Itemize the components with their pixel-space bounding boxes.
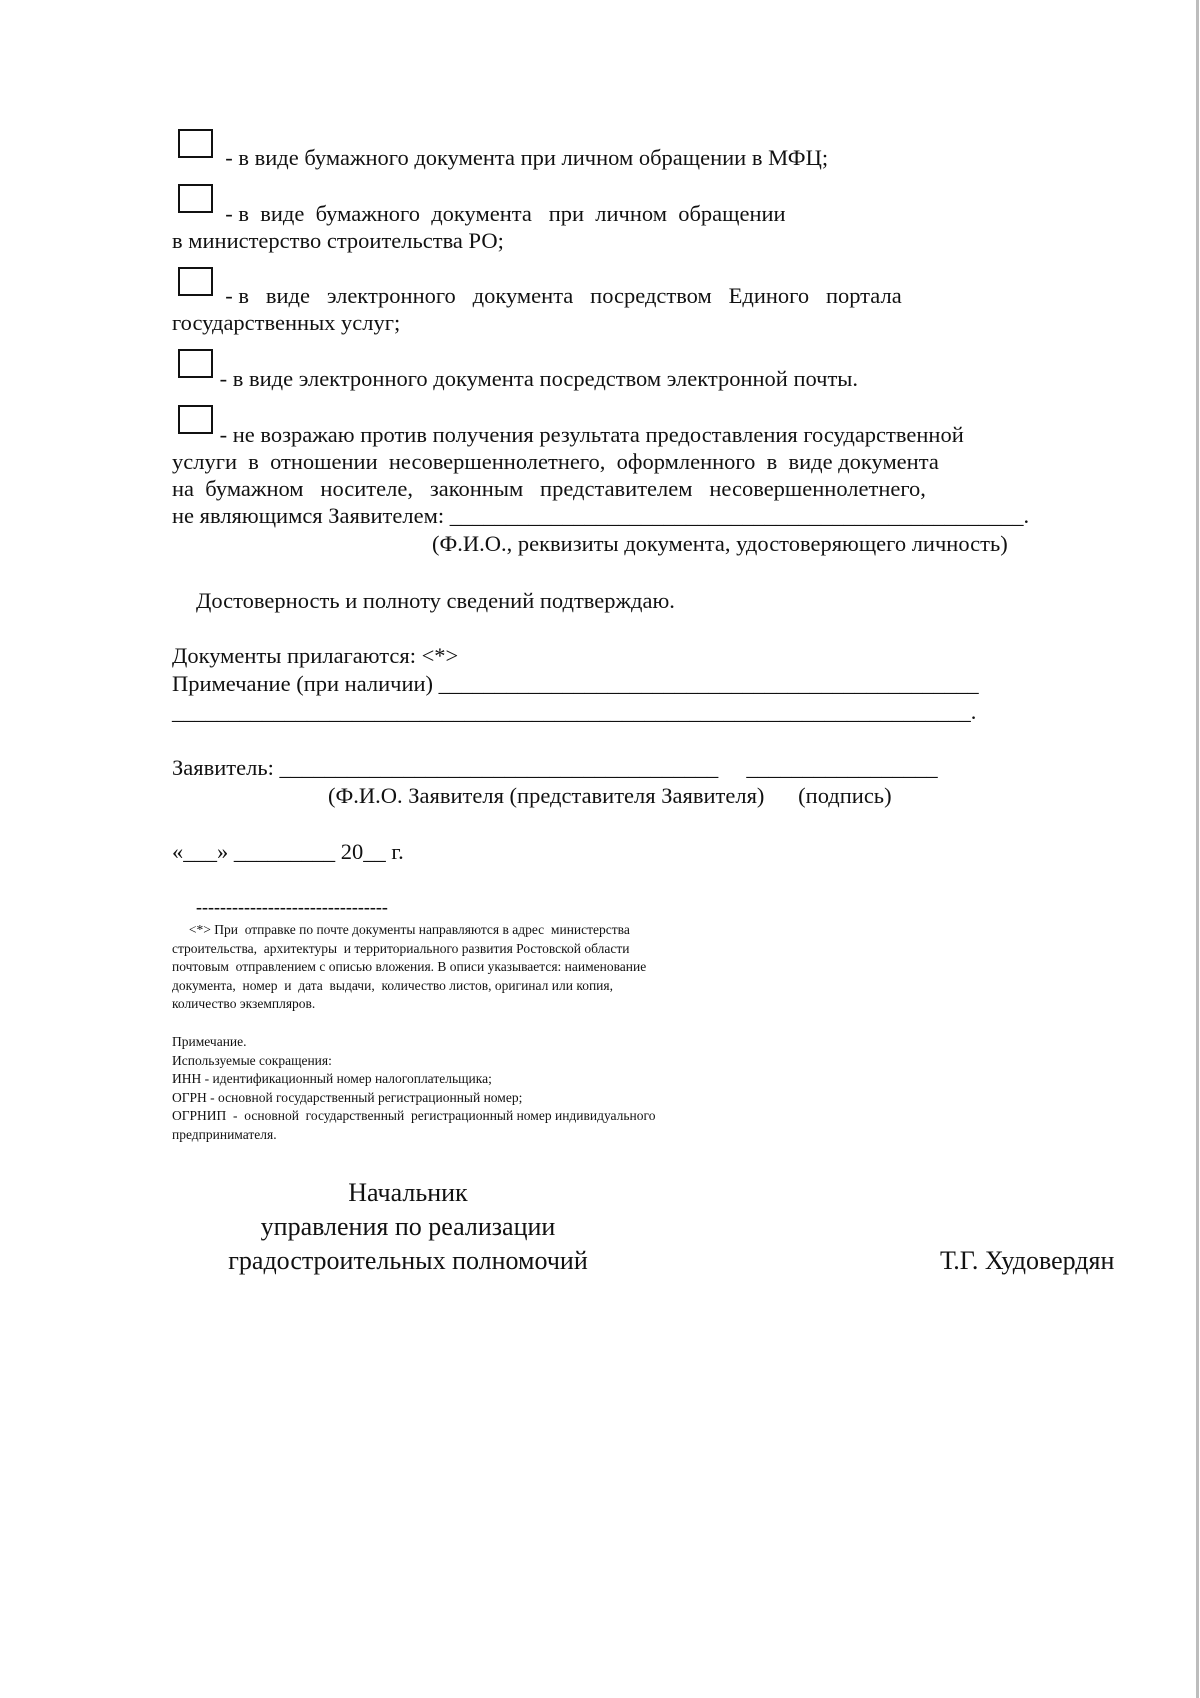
date-line[interactable]: «___» _________ 20__ г. — [172, 839, 404, 864]
option-text: услуги в отношении несовершеннолетнего, оформленного в виде документа — [172, 449, 939, 474]
footnote-line: количество экземпляров. — [172, 996, 316, 1011]
abbreviation-line: Используемые сокращения: — [172, 1052, 332, 1068]
abbreviation-line: ОГРН - основной государственный регистрационный номер; — [172, 1089, 523, 1105]
confirmation-text: Достоверность и полноту сведений подтверждаю. — [196, 588, 675, 613]
footnote-line: <*> При отправке по почте документы направляются в адрес министерства — [172, 922, 630, 937]
abbreviation-line: ОГРНИП - основной государственный регистрационный номер индивидуального — [172, 1108, 656, 1123]
option-text: - в виде бумажного документа при личном обращении — [214, 201, 786, 226]
option-text: государственных услуг; — [172, 310, 401, 335]
signatory-name: Т.Г. Худовердян — [940, 1246, 1115, 1275]
option-text: не являющимся Заявителем: ___________________________________________________. — [172, 503, 1030, 528]
checkbox-ministry[interactable] — [178, 184, 213, 213]
checkbox-mfc[interactable] — [178, 129, 213, 158]
footnote-separator: -------------------------------- — [196, 897, 388, 917]
applicant-line[interactable]: Заявитель: _______________________________________ _________________ — [172, 755, 938, 780]
option-text: - не возражаю против получения результата предоставления государственной — [214, 422, 964, 447]
abbreviation-line: ИНН - идентификационный номер налогоплательщика; — [172, 1071, 492, 1086]
footnote-line: документа, номер и дата выдачи, количество листов, оригинал или копия, — [172, 977, 613, 993]
abbreviation-line: предпринимателя. — [172, 1126, 277, 1142]
signature-position-line: управления по реализации — [260, 1212, 556, 1241]
checkbox-minor-consent[interactable] — [178, 405, 213, 434]
documents-attached: Документы прилагаются: <*> — [172, 643, 459, 668]
note-line-2[interactable]: _______________________________________________________________________. — [172, 699, 977, 724]
minor-caption: (Ф.И.О., реквизиты документа, удостоверяющего личность) — [432, 531, 1008, 556]
abbreviation-line: Примечание. — [172, 1034, 247, 1049]
footnote-line: почтовым отправлением с описью вложения. В описи указывается: наименование — [172, 959, 647, 974]
option-text: - в виде электронного документа посредством Единого портала — [214, 283, 902, 308]
signature-position-line: Начальник — [348, 1178, 468, 1207]
footnote-line: строительства, архитектуры и территориального развития Ростовской области — [172, 940, 630, 956]
option-text: - в виде электронного документа посредством электронной почты. — [214, 366, 859, 391]
signature-position-line: градостроительных полномочий — [228, 1246, 588, 1275]
option-text: на бумажном носителе, законным представителем несовершеннолетнего, — [172, 476, 926, 501]
option-text: в министерство строительства РО; — [172, 228, 504, 253]
note-line[interactable]: Примечание (при наличии) ________________________________________________ — [172, 671, 979, 696]
option-text: - в виде бумажного документа при личном обращении в МФЦ; — [214, 145, 829, 170]
checkbox-email[interactable] — [178, 349, 213, 378]
applicant-caption: (Ф.И.О. Заявителя (представителя Заявителя) (подпись) — [328, 783, 892, 808]
checkbox-gosuslugi[interactable] — [178, 267, 213, 296]
page-edge — [1196, 0, 1199, 1698]
